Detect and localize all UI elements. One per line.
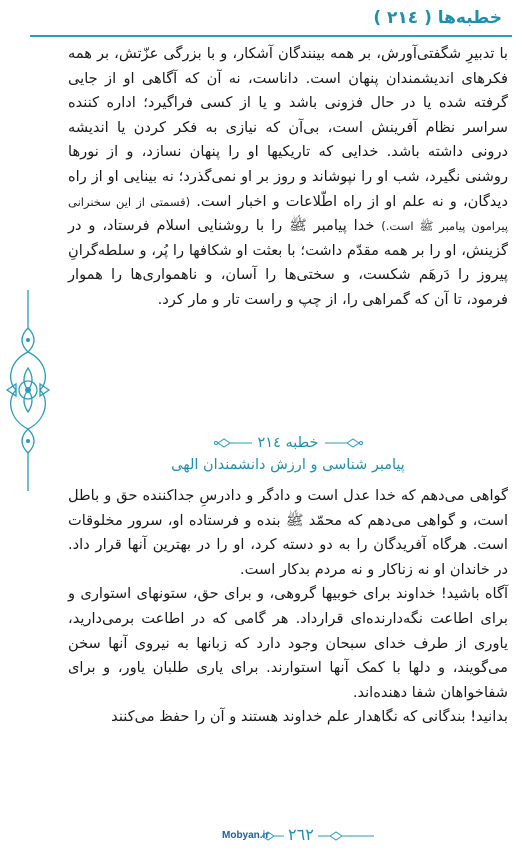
paragraph [68,42,508,313]
main-text-block-2 [68,484,508,730]
editor-note: (قسمتی از این سخنرانی پیرامون پیامبر ﷺ است.) [68,194,509,234]
left-flourish-icon [325,438,363,448]
page-header [0,0,520,36]
site-watermark: Mobyan.ir [222,830,270,841]
footer-flourish-left-icon [262,831,284,841]
sermon-number-row [68,432,508,454]
header-rule [30,35,512,37]
page-number: ٢٦٢ [288,825,314,844]
sermon-subtitle: پیامبر شناسی و ارزش دانشمندان الهی [171,457,405,473]
paragraph: آگاه باشید! خداوند برای خوبیها گروهی، و برای حق، ستونهای استواری و برای اطاعت نگه‌دارنده‌ای قرارداد. هر گامی که در اطاعت برمی‌دارید، یاوری از طرف خدای سبحان وجود دارد که زبانها به نیروی آنها سخن می‌گویند، و دلها با کمک آنها استوارند. برای یاری طلبان یاور، و برای شفاخواهان شفا دهنده‌اند. [68,585,508,701]
running-title: خطبه‌ها ( ٢١٤ ) [373,8,502,28]
sermon-number: خطبه ٢١٤ [257,435,319,451]
right-flourish-icon [214,438,252,448]
paragraph-text: خدا پیامبر ﷺ را با روشنایی اسلام فرستاد، و در گزینش، او را بر همه مقدّم داشت؛ با بعثت او شکافها را پُر، و سلطه‌گرانِ پیروز را دَرهَم شکست، و سختی‌ها را آسان، و ناهمواری‌ها را هموار فرمود، تا آن که گمراهی را، از چپ و راست تار و مار کرد. [68,217,508,308]
sermon-heading [68,432,508,476]
side-ornament-icon [2,288,54,493]
paragraph-text: با تدبیرِ شگفتی‌آورش، بر همه بینندگان آشکار، و با بزرگی عزّتش، بر همه فکرهای اندیشمندان پنهان است. داناست، نه آن که آگاهی او از جایی گرفته شده یا در حال فزونی باشد و یا از کسی فراگیرد؛ اداره کننده سراسر نظام آفرینش است، بی‌آن که نیازی به فکر کردن یا اندیشه درونی داشته باشد. خدایی که تاریکیها او را پنهان نسازد، و از نورها روشنی نگیرد، شب او را نپوشاند و روز بر او نمی‌گذرد؛ نه بینایی او از راه دیدگان، و نه علم او از راه اطّلاعات و اخبار است. [68,45,508,210]
footer-flourish-right-icon [318,831,374,841]
main-text-block-1 [68,42,508,313]
paragraph: گواهی می‌دهم که خدا عدل است و دادگر و دادرسِ جداکننده حق و باطل است، و گواهی می‌دهم که محمّد ﷺ بنده و فرستاده او، سرور مخلوقات است. هرگاه آفریدگان را به دو دسته کرد، او را در بهترین آنها قرار داد. در خاندان او نه زناکار و نه مردم بدکار است. [68,487,508,578]
paragraph: بدانید! بندگانی که نگاهدار علم خداوند هستند و آن را حفظ می‌کنند [111,708,508,726]
page-footer [0,822,520,852]
